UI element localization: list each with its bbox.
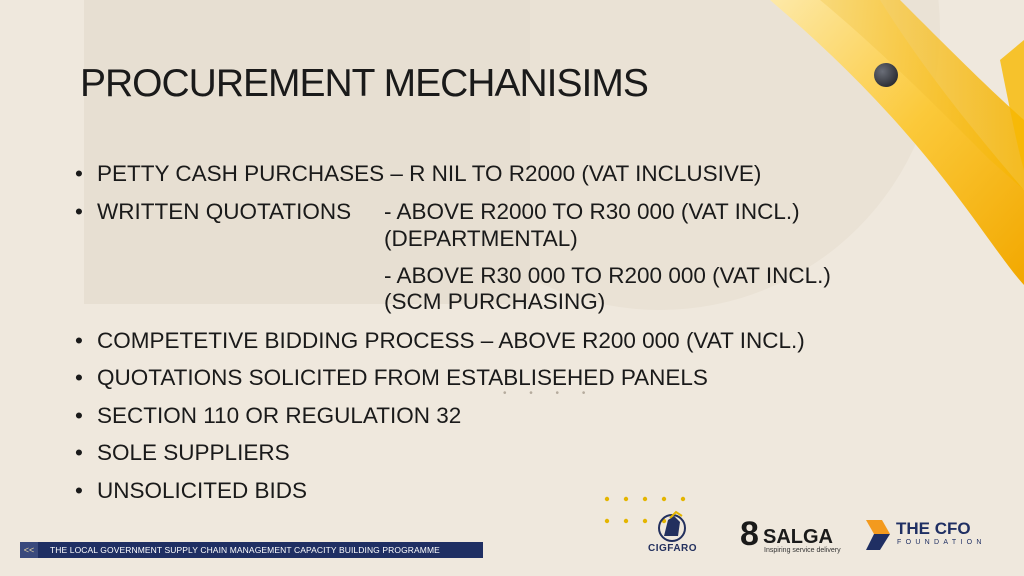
cfo-logo-subtext: FOUNDATION [897,539,986,546]
decorative-dots: • • • • [503,388,596,399]
list-item-subline: - ABOVE R30 000 TO R200 000 (VAT INCL.) [384,262,831,288]
salga-logo-mark: 8 [740,515,759,553]
list-item-text: COMPETETIVE BIDDING PROCESS – ABOVE R200 000 (VAT INCL.) [97,327,805,353]
list-item-text: PETTY CASH PURCHASES – R NIL TO R2000 (VAT INCLUSIVE) [97,161,762,186]
cigfaro-logo-text: CIGFARO [648,543,698,554]
salga-tagline: Inspiring service delivery [764,547,841,554]
bullet-icon: • [75,365,83,390]
list-item-text: WRITTEN QUOTATIONS [97,198,352,224]
list-item-subline: (SCM PURCHASING) [384,288,606,314]
bullet-icon: • [75,161,83,186]
dark-ball-shape [874,63,898,87]
cfo-logo-text: THE CFO [896,519,971,538]
list-item-text: QUOTATIONS SOLICITED FROM ESTABLISEHED PANELS [97,365,708,390]
footer-programme-text: THE LOCAL GOVERNMENT SUPPLY CHAIN MANAGEMENT CAPACITY BUILDING PROGRAMME [50,545,440,555]
list-item-text: SECTION 110 OR REGULATION 32 [97,402,462,428]
list-item-subline: (DEPARTMENTAL) [384,225,578,251]
list-item-text: SOLE SUPPLIERS [97,440,290,465]
list-item-text: UNSOLICITED BIDS [97,477,308,503]
bullet-icon: • [75,402,83,428]
back-arrow-icon[interactable]: << [20,542,38,558]
bullet-icon: • [75,198,83,224]
page-title: PROCUREMENT MECHANISIMS [80,62,648,105]
bullet-icon: • [75,440,83,465]
cigfaro-emblem-icon [659,512,685,541]
cfo-logo-mark-icon [866,520,890,550]
bullet-icon: • [75,477,83,503]
footer-banner [20,542,483,558]
list-item-subline: - ABOVE R2000 TO R30 000 (VAT INCL.) [384,198,800,224]
salga-logo-text: SALGA [763,526,833,548]
bullet-icon: • [75,327,83,353]
